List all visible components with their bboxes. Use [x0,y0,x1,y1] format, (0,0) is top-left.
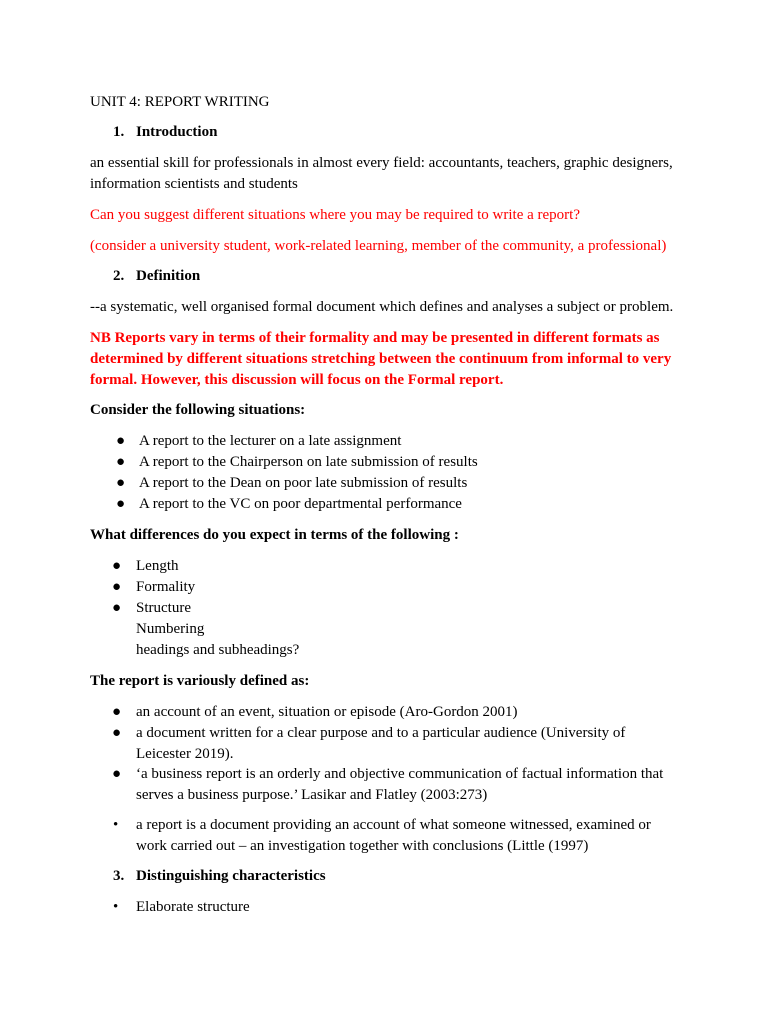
bullet-icon: ● [116,496,126,512]
differences-heading: What differences do you expect in terms of the following : [90,527,459,543]
situation-item: A report to the lecturer on a late assignment [139,433,402,449]
question-text: Can you suggest different situations where you may be required to write a report? [90,207,580,223]
small-bullet-icon: • [113,817,119,833]
situation-item: A report to the VC on poor departmental performance [139,496,462,512]
definition-item-4-line-1: a report is a document providing an account of what someone witnessed, examined or [136,817,651,833]
definition-item-2-line-1: a document written for a clear purpose and to a particular audience (University of [136,725,626,741]
document-title: UNIT 4: REPORT WRITING [90,94,270,110]
definition-item-4-line-2: work carried out – an investigation together with conclusions (Little (1997) [136,838,589,854]
section-heading-definition: Definition [136,268,201,284]
definition-item-1: an account of an event, situation or episode (Aro-Gordon 2001) [136,704,518,720]
situations-heading: Consider the following situations: [90,402,306,418]
intro-text-line-1: an essential skill for professionals in almost every field: accountants, teachers, graphic designers, [90,155,673,171]
bullet-icon: ● [112,579,122,595]
difference-extra: Numbering [136,621,205,637]
difference-item: Structure [136,600,191,616]
nb-line-2: determined by different situations stretching between the continuum from informal to very [90,351,672,367]
bullet-icon: ● [112,558,122,574]
small-bullet-icon: • [113,899,119,915]
section-number-1: 1. [113,124,125,140]
definition-item-2-line-2: Leicester 2019). [136,746,234,762]
bullet-icon: ● [116,433,126,449]
intro-text-line-2: information scientists and students [90,176,298,192]
difference-extra: headings and subheadings? [136,642,300,658]
bullet-icon: ● [116,454,126,470]
section-number-2: 2. [113,268,125,284]
definition-item-3-line-1: ‘a business report is an orderly and objective communication of factual information that [136,766,664,782]
bullet-icon: ● [112,704,122,720]
bullet-icon: ● [116,475,126,491]
characteristic-item: Elaborate structure [136,899,250,915]
situation-item: A report to the Dean on poor late submission of results [139,475,468,491]
definition-item-3-line-2: serves a business purpose.’ Lasikar and Flatley (2003:273) [136,787,488,803]
situation-item: A report to the Chairperson on late submission of results [139,454,478,470]
nb-line-1: NB Reports vary in terms of their formality and may be presented in different formats as [90,330,660,346]
bullet-icon: ● [112,725,122,741]
section-number-3: 3. [113,868,125,884]
consider-note: (consider a university student, work-related learning, member of the community, a professional) [90,238,667,254]
defined-heading: The report is variously defined as: [90,673,310,689]
bullet-icon: ● [112,600,122,616]
bullet-icon: ● [112,766,122,782]
section-heading-introduction: Introduction [136,124,218,140]
definition-text: --a systematic, well organised formal document which defines and analyses a subject or problem. [90,299,674,315]
nb-line-3: formal. However, this discussion will focus on the Formal report. [90,372,504,388]
difference-item: Formality [136,579,196,595]
section-heading-distinguishing: Distinguishing characteristics [136,868,326,884]
difference-item: Length [136,558,179,574]
